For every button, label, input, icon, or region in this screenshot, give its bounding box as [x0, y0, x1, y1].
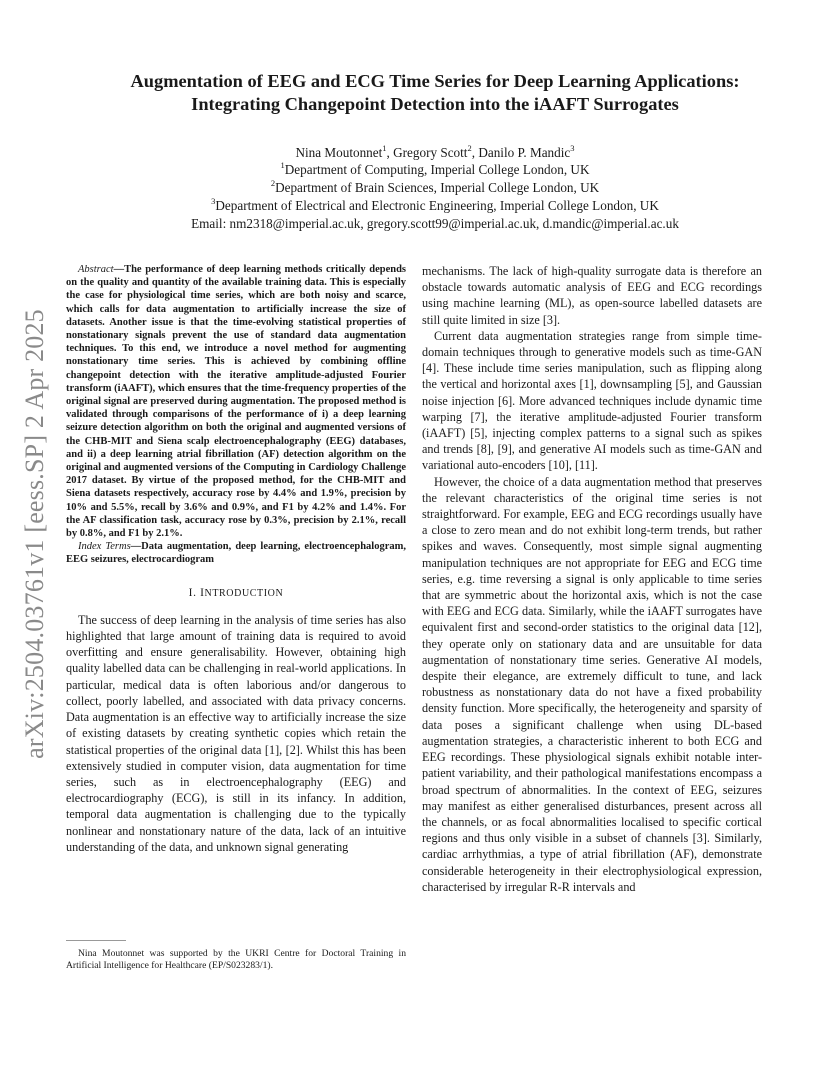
author-separator: ,: [471, 145, 479, 160]
body-paragraph-1-continued: mechanisms. The lack of high-quality surrogate data is therefore an obstacle towards automatic analysis of EEG and ECG recordings using machine learning (ML), as open-source labelled datasets are still quite limited in size [3].: [422, 264, 762, 327]
section-title-smallcaps: NTRODUCTION: [204, 587, 284, 599]
affiliation-line: [70, 161, 800, 179]
arxiv-identifier-stamp: [14, 284, 56, 784]
paper-title-line-1: Augmentation of EEG and ECG Time Series for Deep Learning Applications:: [130, 71, 740, 91]
abstract: [66, 263, 406, 540]
abstract-text: —The performance of deep learning methods critically depends on the quality and quantity of the available training data. This is especially the case for physiological time series, which are both noisy and scarce, which calls for data augmentation to artificially increase the size of datasets. Another issue is that the time-evolving statistical properties of nonstationary signals prevent the use of standard data augmentation techniques. To this end, we introduce a novel method for augmenting nonstationary time series. This is achieved by combining offline changepoint detection with the iterative amplitude-adjusted Fourier transform (iAAFT), which ensures that the time-frequency properties of the original signal are preserved during augmentation. The proposed method is validated through comparisons of the performance of i) a deep learning seizure detection algorithm on both the original and augmented versions of the CHB-MIT and Siena scalp electroencephalography (EEG) databases, and ii) a deep learning atrial fibrillation (AF) detection algorithm on the original and augmented versions of the Computing in Cardiology Challenge 2017 dataset. By virtue of the proposed method, for the CHB-MIT and Siena datasets respectively, accuracy rose by 4.4% and 1.9%, precision by 10% and 5.5%, recall by 3.6% and 0.9%, and F1 by 4.2% and 1.4%. For the AF classification task, accuracy rose by 0.3%, precision by 2.1%, recall by 0.8%, and F1 by 2.1%.: [66, 264, 406, 540]
paper-title: [70, 70, 800, 116]
author-name: Nina Moutonnet: [295, 145, 383, 160]
affiliation-mark: 2: [270, 177, 276, 188]
paper-title-line-2: Integrating Changepoint Detection into the iAAFT Surrogates: [191, 94, 679, 114]
affiliation-text: Department of Brain Sciences, Imperial College London, UK: [275, 180, 600, 195]
abstract-label: Abstract: [78, 264, 114, 275]
left-column: [66, 263, 406, 855]
section-numeral: I.: [188, 586, 201, 599]
affiliation-mark: 1: [280, 159, 285, 170]
section-title-initial: I: [200, 586, 205, 599]
author-name: Gregory Scott: [393, 145, 468, 160]
arxiv-identifier-text: arXiv:2504.03761v1 [eess.SP] 2 Apr 2025: [20, 309, 49, 759]
body-paragraph-2: Current data augmentation strategies range from simple time-domain techniques through to generative models such as time-GAN [4]. These include time series manipulation, such as flipping along the vertical and horizontal axes [1], downsampling [5], and Gaussian noise injection [6]. More advanced techniques include dynamic time warping [7], the iterative amplitude-adjusted Fourier transform (iAAFT) [5], injecting complex patterns to a signal such as spikes and trends [8], [9], and generative AI models such as time-GAN and variational auto-encoders [10], [11].: [422, 328, 762, 473]
author-list: [70, 144, 800, 161]
funding-footnote: Nina Moutonnet was supported by the UKRI Centre for Doctoral Training in Artificial Intelligence for Healthcare (EP/S023283/1).: [66, 948, 406, 971]
affiliation-line: [70, 179, 800, 197]
right-column: [422, 263, 762, 895]
author-affiliation-mark: 1: [382, 142, 387, 153]
email-line: Email: nm2318@imperial.ac.uk, gregory.scott99@imperial.ac.uk, d.mandic@imperial.ac.uk: [191, 216, 679, 231]
author-separator: ,: [386, 145, 394, 160]
index-terms: [66, 540, 406, 566]
affiliation-text: Department of Computing, Imperial College London, UK: [284, 162, 590, 177]
section-heading-introduction: [66, 585, 406, 602]
index-terms-label: Index Terms: [78, 541, 131, 553]
body-paragraph-1: The success of deep learning in the analysis of time series has also highlighted that large amount of training data is required to avoid overfitting and ensure generalisability. However, obtaining high quality labelled data can be challenging in real-world applications. In particular, medical data is often laborious and/or dangerous to collect, poorly labelled, and associated with data privacy concerns. Data augmentation is an effective way to artificially increase the size of existing datasets by creating synthetic copies which retain the statistical properties of the original data [1], [2]. Whilst this has been extensively studied in computer vision, data augmentation for time series, such as in electroencephalography (EEG) and electrocardiography (ECG), is still in its infancy. In addition, temporal data augmentation is challenging due to the typically nonlinear and nonstationary nature of the data, lack of an intuitive understanding of the data, and unknown signal generating: [66, 612, 406, 854]
author-affiliation-mark: 3: [570, 142, 575, 153]
footnote-divider: [66, 940, 126, 941]
affiliation-mark: 3: [211, 195, 216, 206]
body-paragraph-3: However, the choice of a data augmentation method that preserves the relevant characteristics of the original time series is not straightforward. For example, EEG and ECG recordings usually have a close to zero mean and do not exhibit long-term trends, but rather spikes and waves. Consequently, most simple signal augmenting manipulation techniques are not appropriate for EEG and ECG time series, e.g. time reversing a signal is only applicable to time series that are symmetric about the horizontal axis, which is not the case with EEG and ECG data. Similarly, while the iAAFT surrogates have equivalent first and second-order statistics to the original data [12], they operate only on stationary data and are unsuitable for data augmentation of nonstationary time series. Generative AI models, despite their elegance, are extremely difficult to tune, and lack robustness as nonstationary data do not have a fixed probability density function. More specifically, the heterogeneity and sparsity of data poses a significant challenge when using DL-based augmentation strategies, a characteristic inherent to both ECG and EEG recordings. These physiological signals exhibit notable inter-patient variability, and their pathological manifestations encompass a broad spectrum of abnormalities. In the context of EEG, seizures may manifest as either generalised disturbances, present across all the channels, or as focal abnormalities localised to specific cortical regions and thus only visible in a subset of channels [3]. Similarly, cardiac arrhythmias, a type of atrial fibrillation (AF), demonstrate considerable heterogeneity in their electrophysiological expression, characterised by irregular R-R intervals and: [422, 474, 762, 894]
index-terms-text: —Data augmentation, deep learning, electroencephalogram, EEG seizures, electrocardiogram: [66, 541, 406, 566]
author-affiliation-mark: 2: [467, 142, 472, 153]
affiliation-text: Department of Electrical and Electronic Engineering, Imperial College London, UK: [215, 198, 659, 213]
paper-header: [70, 70, 800, 233]
affiliation-line: [70, 197, 800, 215]
author-name: Danilo P. Mandic: [478, 145, 571, 160]
